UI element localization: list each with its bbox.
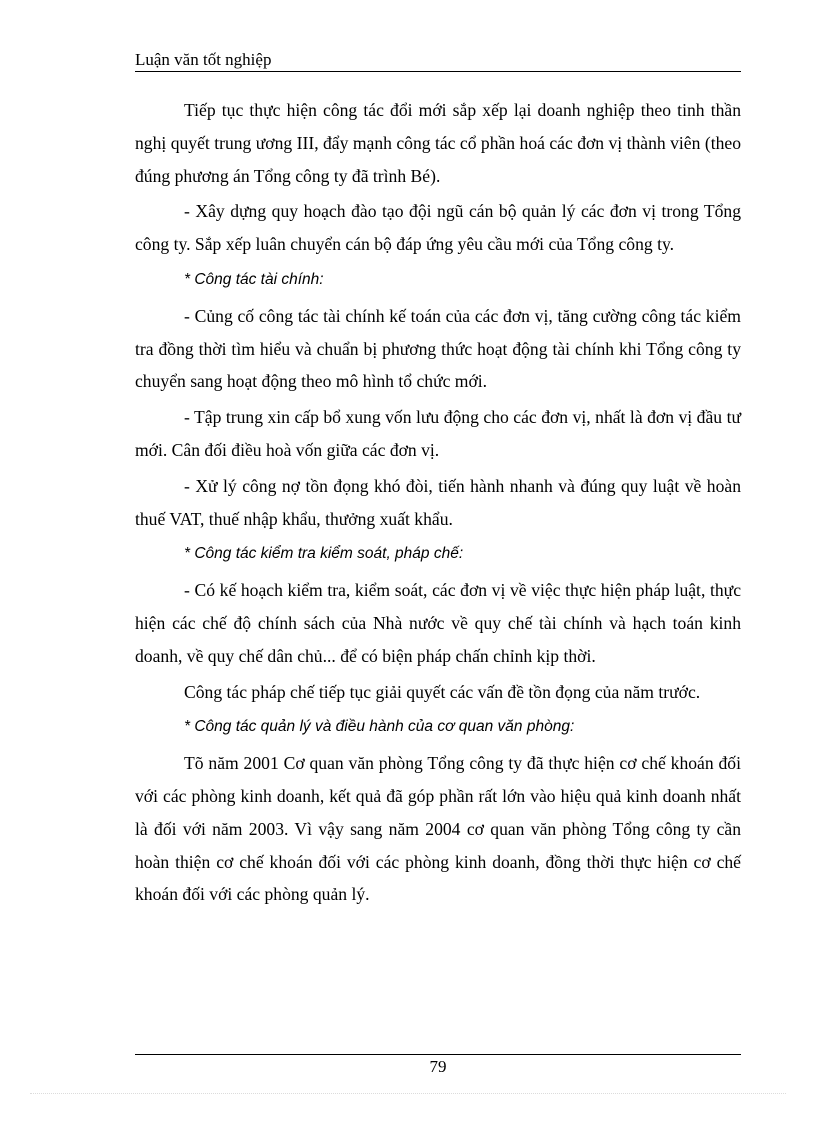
page-number: 79: [429, 1057, 447, 1076]
footer-divider: [135, 1054, 741, 1055]
paragraph-accounting: - Củng cố công tác tài chính kế toán của các đơn vị, tăng cường công tác kiểm tra đồng thời tìm hiểu và chuẩn bị phương thức hoạt động tài chính khi Tổng công ty chuyển sang hoạt động theo mô hình tổ chức mới.: [135, 305, 741, 392]
header-divider: [135, 71, 741, 72]
paragraph-working-capital: - Tập trung xin cấp bổ xung vốn lưu động cho các đơn vị, nhất là đơn vị đầu tư mới. Cân đối điều hoà vốn giữa các đơn vị.: [135, 407, 741, 460]
section-heading-inspection: * Công tác kiểm tra kiểm soát, pháp chế:: [184, 545, 464, 563]
paragraph-restructuring: Tiếp tục thực hiện công tác đổi mới sắp xếp lại doanh nghiệp theo tinh thần nghị quyết trung ương III, đẩy mạnh công tác cổ phần hoá các đơn vị thành viên (theo đúng phương án Tổng công ty đã trình Bé).: [135, 100, 741, 186]
paragraph-inspection-plan: - Có kế hoạch kiểm tra, kiểm soát, các đơn vị về việc thực hiện pháp luật, thực hiện các chế độ chính sách của Nhà nước về quy chế tài chính và hạch toán kinh doanh, về quy chế dân chủ... để có biện pháp chấn chỉnh kịp thời.: [135, 580, 741, 666]
paragraph-staff-planning: - Xây dựng quy hoạch đào tạo đội ngũ cán bộ quản lý các đơn vị trong Tổng công ty. Sắp xếp luân chuyển cán bộ đáp ứng yêu cầu mới của Tổng công ty.: [135, 201, 741, 255]
paragraph-contracting-mechanism: Tõ năm 2001 Cơ quan văn phòng Tổng công ty đã thực hiện cơ chế khoán đối với các phòng kinh doanh, kết quả đã góp phần rất lớn vào hiệu quả kinh doanh nhất là đối với năm 2003. Vì vậy sang năm 2004 cơ quan văn phòng Tổng công ty cần hoàn thiện cơ chế khoán đối với các phòng kinh doanh, đồng thời thực hiện cơ chế khoán đối với các phòng quản lý.: [135, 753, 741, 905]
page-body: [135, 94, 741, 914]
running-header-title: Luận văn tốt nghiệp: [135, 50, 272, 69]
paragraph-debt-handling: - Xử lý công nợ tồn đọng khó đòi, tiến hành nhanh và đúng quy luật về hoàn thuế VAT, thuế nhập khẩu, thưởng xuất khẩu.: [135, 475, 741, 529]
section-heading-office-management: * Công tác quản lý và điều hành của cơ quan văn phòng:: [184, 718, 575, 736]
page-bottom-border: [30, 1093, 786, 1094]
paragraph-legal-work: Công tác pháp chế tiếp tục giải quyết các vấn đề tồn đọng của năm trước.: [184, 681, 701, 702]
section-heading-finance: * Công tác tài chính:: [184, 270, 324, 288]
